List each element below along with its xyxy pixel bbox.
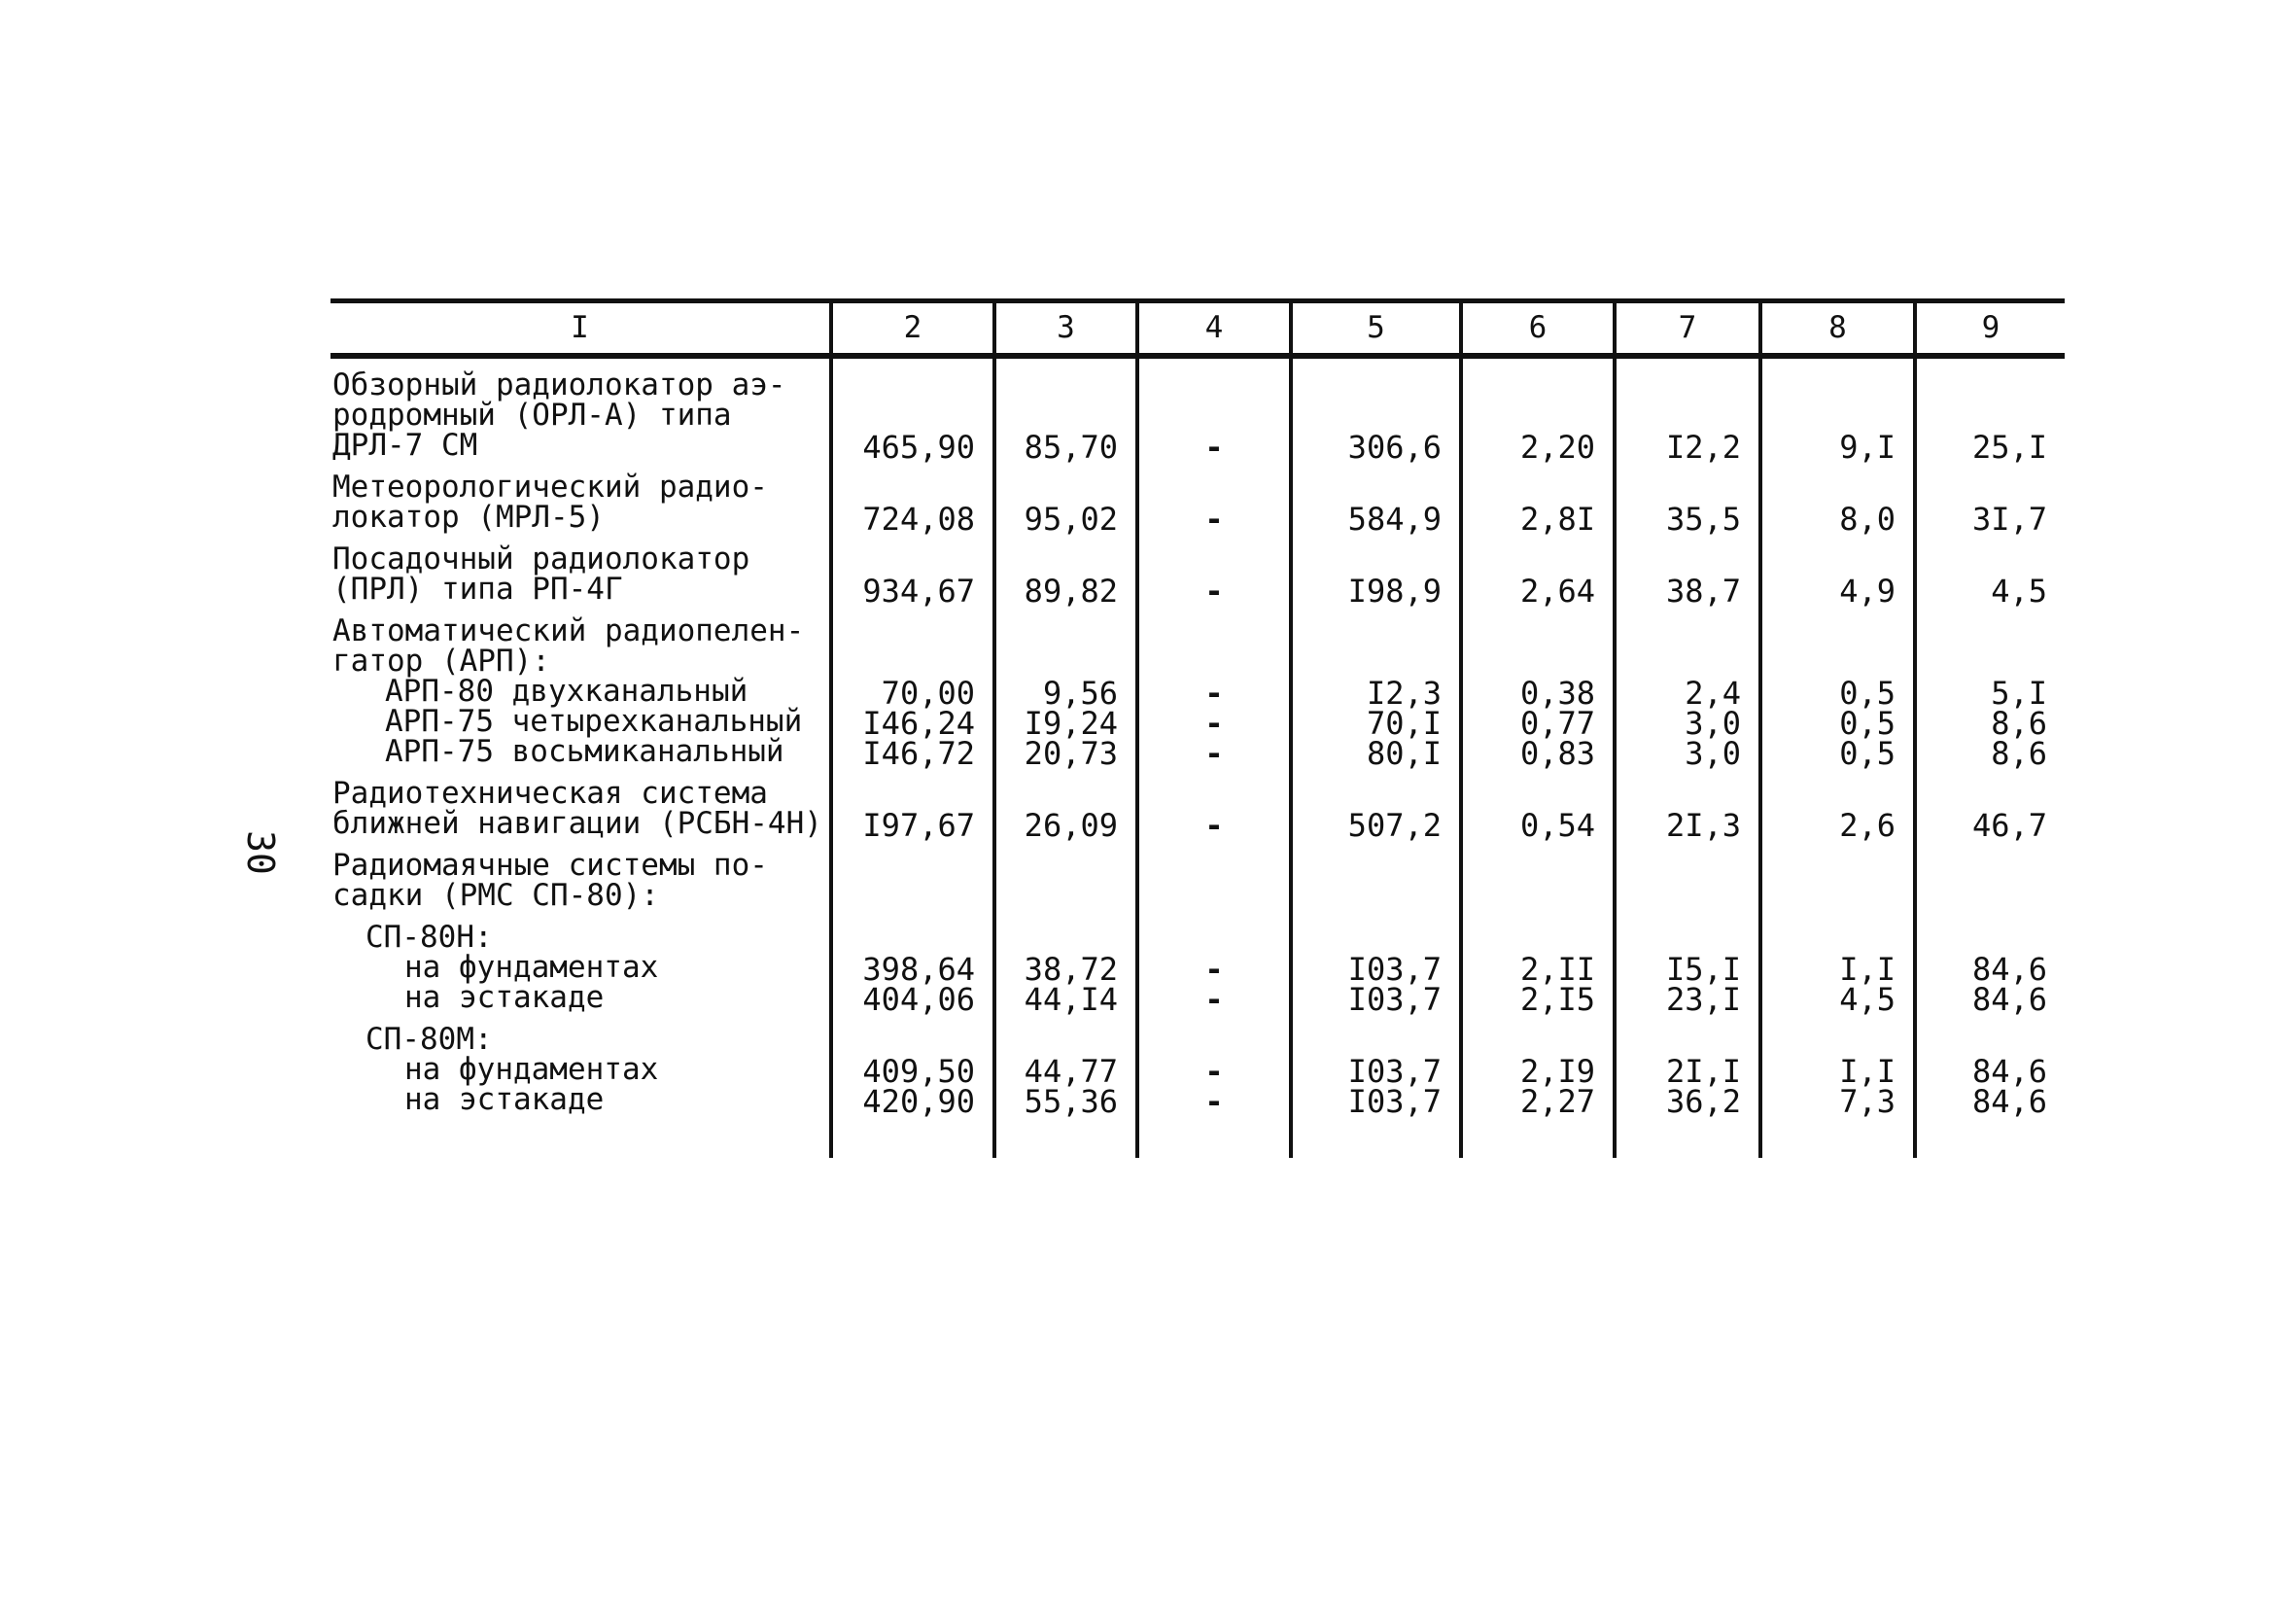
table-cell-col5: 507,2 <box>1291 767 1461 839</box>
table-cell-col2: 70,00 <box>831 677 994 707</box>
row-label: Радиомаячные системы по-садки (РМС СП-80): <box>332 847 768 913</box>
table-cell-col6 <box>1461 839 1615 911</box>
table-row <box>330 533 2065 605</box>
table-cell-col9 <box>1915 911 2065 953</box>
table-cell-col8: 0,5 <box>1760 677 1915 707</box>
table-cell-col9: 4,5 <box>1915 533 2065 605</box>
row-label: СП-80М: <box>365 1021 493 1057</box>
table-row <box>330 677 2065 707</box>
data-table-container <box>330 298 2065 1158</box>
table-row <box>330 767 2065 839</box>
table-cell-col4: - <box>1137 356 1291 461</box>
table-body <box>330 356 2065 1158</box>
table-row <box>330 1085 2065 1158</box>
table-cell-col2: 724,08 <box>831 461 994 533</box>
table-cell-col7: 35,5 <box>1615 461 1760 533</box>
table-cell-col5 <box>1291 911 1461 953</box>
column-header: 3 <box>994 301 1137 356</box>
row-label: на эстакаде <box>404 1081 605 1117</box>
table-cell-col4: - <box>1137 707 1291 737</box>
table-cell-col2: 404,06 <box>831 983 994 1013</box>
table-cell-col7: 38,7 <box>1615 533 1760 605</box>
table-cell-col2: 409,50 <box>831 1055 994 1085</box>
table-cell-col6 <box>1461 1013 1615 1055</box>
row-label: Метеорологический радио-локатор (МРЛ-5) <box>332 469 768 535</box>
row-label: на фундаментах <box>404 949 659 985</box>
table-cell-col2: I46,24 <box>831 707 994 737</box>
table-cell-col5: 70,I <box>1291 707 1461 737</box>
row-label: АРП-80 двухканальный <box>385 673 748 709</box>
table-cell-col6: 0,54 <box>1461 767 1615 839</box>
table-cell-col3: 85,70 <box>994 356 1137 461</box>
table-cell-col5: I2,3 <box>1291 677 1461 707</box>
table-cell-col7 <box>1615 839 1760 911</box>
table-cell-col4 <box>1137 911 1291 953</box>
table-cell-col5 <box>1291 605 1461 677</box>
table-cell-col4: - <box>1137 953 1291 983</box>
table-cell-col6: 0,77 <box>1461 707 1615 737</box>
column-header: 2 <box>831 301 994 356</box>
table-cell-col5: 80,I <box>1291 737 1461 767</box>
table-cell-col3: I9,24 <box>994 707 1137 737</box>
row-label: на фундаментах <box>404 1051 659 1087</box>
table-cell-col4 <box>1137 1013 1291 1055</box>
table-cell-col7: 23,I <box>1615 983 1760 1013</box>
table-cell-col3 <box>994 839 1137 911</box>
table-row <box>330 839 2065 911</box>
table-cell-col4: - <box>1137 1055 1291 1085</box>
table-cell-col6: 2,27 <box>1461 1085 1615 1158</box>
column-header: I <box>330 301 831 356</box>
row-label: Радиотехническая система ближней навигации (РСБН-4Н) <box>332 775 822 841</box>
table-cell-col2 <box>831 839 994 911</box>
row-label: АРП-75 четырехканальный <box>385 703 803 739</box>
table-cell-col3: 44,77 <box>994 1055 1137 1085</box>
table-cell-col8 <box>1760 839 1915 911</box>
table-row <box>330 1055 2065 1085</box>
table-cell-col9: 84,6 <box>1915 953 2065 983</box>
table-cell-col6: 2,64 <box>1461 533 1615 605</box>
table-cell-col8: 7,3 <box>1760 1085 1915 1158</box>
table-cell-col3: 89,82 <box>994 533 1137 605</box>
table-cell-col3: 20,73 <box>994 737 1137 767</box>
table-cell-col4: - <box>1137 533 1291 605</box>
table-cell-col3: 55,36 <box>994 1085 1137 1158</box>
table-cell-col8: 9,I <box>1760 356 1915 461</box>
table-row <box>330 605 2065 677</box>
table-cell-col8: 8,0 <box>1760 461 1915 533</box>
table-cell-col6: 2,II <box>1461 953 1615 983</box>
table-cell-col2: I46,72 <box>831 737 994 767</box>
table-cell-col7: 2I,3 <box>1615 767 1760 839</box>
table-cell-col6: 0,83 <box>1461 737 1615 767</box>
row-label: СП-80Н: <box>365 919 493 955</box>
table-cell-col7: 2I,I <box>1615 1055 1760 1085</box>
table-cell-col9: 84,6 <box>1915 1085 2065 1158</box>
table-cell-col6: 0,38 <box>1461 677 1615 707</box>
data-table <box>330 298 2065 1158</box>
table-cell-col5: I03,7 <box>1291 953 1461 983</box>
table-cell-col4: - <box>1137 461 1291 533</box>
table-header-row <box>330 301 2065 356</box>
column-header: 8 <box>1760 301 1915 356</box>
table-cell-col6: 2,I9 <box>1461 1055 1615 1085</box>
table-cell-col8: 0,5 <box>1760 707 1915 737</box>
table-row <box>330 1013 2065 1055</box>
row-label: Посадочный радиолокатор (ПРЛ) типа РП-4Г <box>332 541 750 607</box>
table-cell-col8 <box>1760 605 1915 677</box>
table-cell-col5: I98,9 <box>1291 533 1461 605</box>
column-header: 7 <box>1615 301 1760 356</box>
table-row <box>330 707 2065 737</box>
table-cell-col5: 306,6 <box>1291 356 1461 461</box>
table-cell-col9: 5,I <box>1915 677 2065 707</box>
column-header: 4 <box>1137 301 1291 356</box>
table-cell-col8: I,I <box>1760 953 1915 983</box>
table-row <box>330 737 2065 767</box>
table-row <box>330 356 2065 461</box>
table-cell-col2: 398,64 <box>831 953 994 983</box>
table-cell-col4: - <box>1137 737 1291 767</box>
table-cell-col5 <box>1291 1013 1461 1055</box>
table-cell-col8: 4,5 <box>1760 983 1915 1013</box>
table-cell-col2 <box>831 1013 994 1055</box>
table-cell-col8 <box>1760 1013 1915 1055</box>
table-cell-col7: 3,0 <box>1615 707 1760 737</box>
table-cell-col9: 8,6 <box>1915 707 2065 737</box>
table-cell-col6 <box>1461 605 1615 677</box>
table-cell-col4: - <box>1137 983 1291 1013</box>
table-cell-col3 <box>994 1013 1137 1055</box>
column-header: 6 <box>1461 301 1615 356</box>
table-cell-col4 <box>1137 605 1291 677</box>
table-row <box>330 983 2065 1013</box>
table-cell-col4: - <box>1137 677 1291 707</box>
table-cell-col7: 36,2 <box>1615 1085 1760 1158</box>
table-cell-col4: - <box>1137 767 1291 839</box>
table-cell-col7: 2,4 <box>1615 677 1760 707</box>
table-cell-col9: 3I,7 <box>1915 461 2065 533</box>
table-cell-col9 <box>1915 605 2065 677</box>
table-cell-col9: 25,I <box>1915 356 2065 461</box>
table-cell-col3: 95,02 <box>994 461 1137 533</box>
table-cell-col6 <box>1461 911 1615 953</box>
table-cell-col3: 38,72 <box>994 953 1137 983</box>
table-cell-col9 <box>1915 839 2065 911</box>
table-cell-col7: I2,2 <box>1615 356 1760 461</box>
table-cell-col8: 2,6 <box>1760 767 1915 839</box>
table-cell-col4 <box>1137 839 1291 911</box>
table-cell-col7: I5,I <box>1615 953 1760 983</box>
table-cell-col5 <box>1291 839 1461 911</box>
table-cell-col6: 2,I5 <box>1461 983 1615 1013</box>
column-header: 5 <box>1291 301 1461 356</box>
table-cell-col2: 934,67 <box>831 533 994 605</box>
table-cell-col9: 84,6 <box>1915 983 2065 1013</box>
row-label: Обзорный радиолокатор аэ-родромный (ОРЛ-А) типа ДРЛ-7 СМ <box>332 367 786 463</box>
table-row <box>330 461 2065 533</box>
table-cell-col3: 44,I4 <box>994 983 1137 1013</box>
table-cell-col9: 8,6 <box>1915 737 2065 767</box>
table-cell-col8: 0,5 <box>1760 737 1915 767</box>
column-header: 9 <box>1915 301 2065 356</box>
table-cell-col8: I,I <box>1760 1055 1915 1085</box>
table-cell-col5: I03,7 <box>1291 983 1461 1013</box>
table-cell-col9 <box>1915 1013 2065 1055</box>
table-cell-col7 <box>1615 911 1760 953</box>
table-cell-col7 <box>1615 605 1760 677</box>
table-cell-col7 <box>1615 1013 1760 1055</box>
table-cell-col2 <box>831 911 994 953</box>
table-cell-col4: - <box>1137 1085 1291 1158</box>
table-cell-col6: 2,20 <box>1461 356 1615 461</box>
table-cell-col3 <box>994 605 1137 677</box>
table-row <box>330 953 2065 983</box>
table-cell-col3 <box>994 911 1137 953</box>
table-cell-col5: I03,7 <box>1291 1085 1461 1158</box>
row-label: Автоматический радиопелен-гатор (АРП): <box>332 612 805 679</box>
table-cell-col3: 9,56 <box>994 677 1137 707</box>
table-cell-col8: 4,9 <box>1760 533 1915 605</box>
table-cell-col6: 2,8I <box>1461 461 1615 533</box>
row-label: на эстакаде <box>404 979 605 1015</box>
table-cell-col2 <box>831 605 994 677</box>
page-number: 30 <box>239 830 282 875</box>
table-cell-col8 <box>1760 911 1915 953</box>
table-cell-col9: 46,7 <box>1915 767 2065 839</box>
table-cell-col7: 3,0 <box>1615 737 1760 767</box>
table-cell-col5: 584,9 <box>1291 461 1461 533</box>
table-cell-col2: 465,90 <box>831 356 994 461</box>
table-cell-col3: 26,09 <box>994 767 1137 839</box>
row-label: АРП-75 восьмиканальный <box>385 733 784 769</box>
table-cell-col2: 420,90 <box>831 1085 994 1158</box>
table-cell-col9: 84,6 <box>1915 1055 2065 1085</box>
table-cell-col5: I03,7 <box>1291 1055 1461 1085</box>
table-row <box>330 911 2065 953</box>
table-cell-col2: I97,67 <box>831 767 994 839</box>
